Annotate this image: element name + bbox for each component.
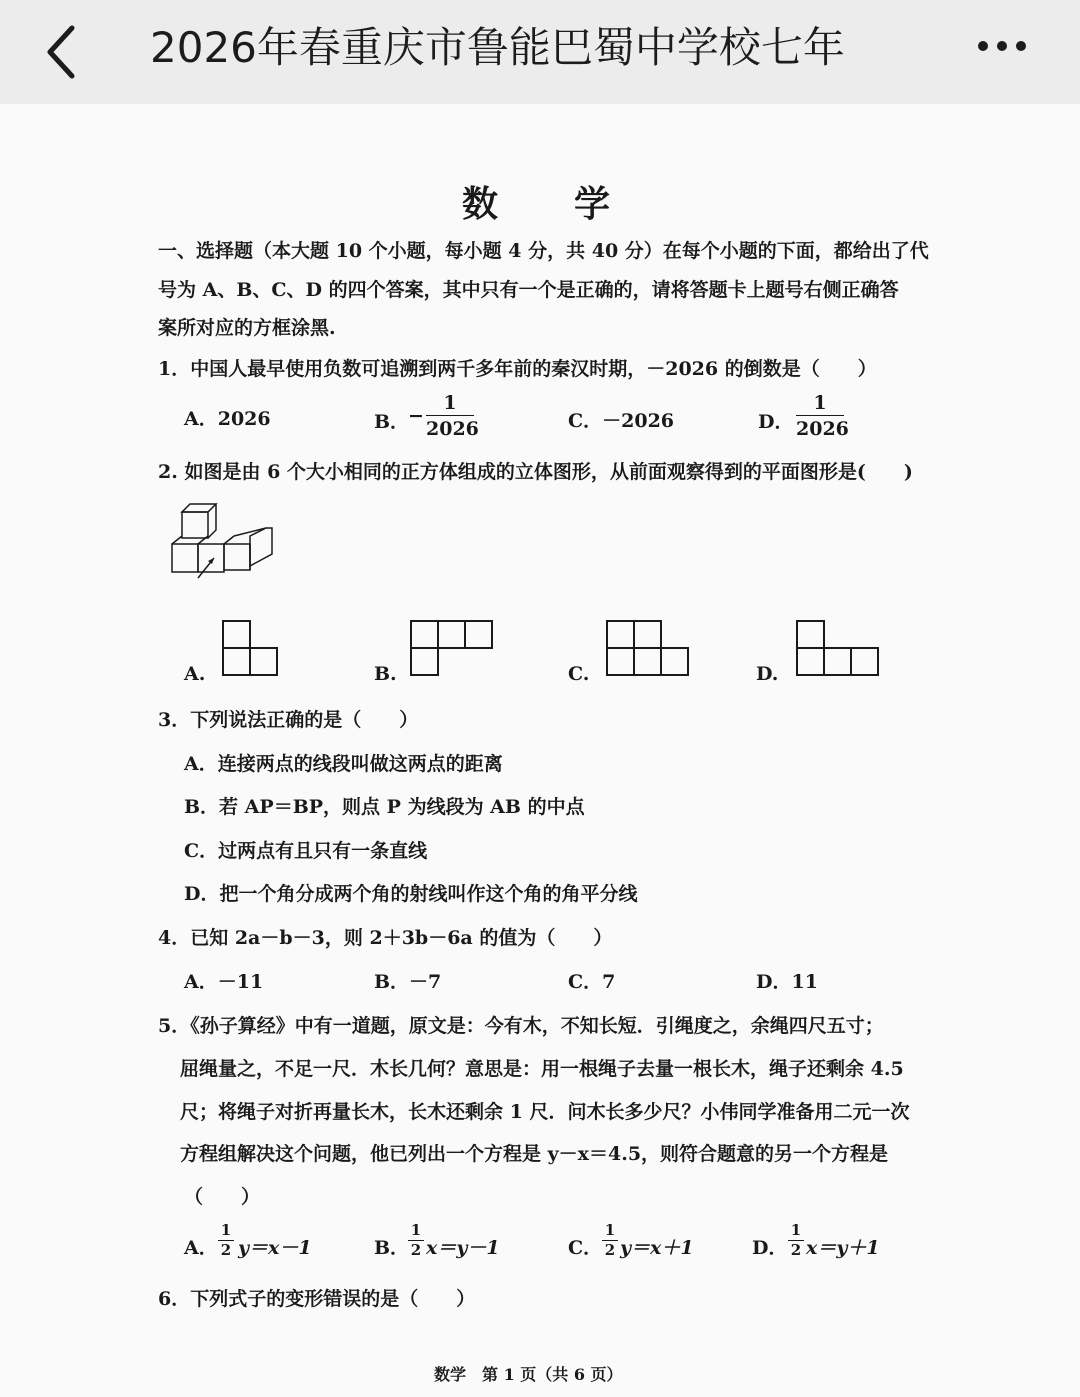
q1-d-numerator: 1: [796, 392, 844, 416]
q4-option-b: B．－7: [374, 971, 442, 993]
q2-option-c-shape: [606, 620, 692, 676]
q1-stem: 1．中国人最早使用负数可追溯到两千多年前的秦汉时期，－2026 的倒数是（ ）: [158, 358, 877, 380]
q4-option-c: C．7: [568, 971, 616, 993]
q1-option-d-label: D．: [758, 411, 794, 433]
q5-option-a-half: [218, 1221, 234, 1260]
q2-option-d-shape: [796, 620, 882, 676]
q5-c-denominator: 2: [604, 1241, 616, 1259]
q1-option-d-fraction: [796, 392, 849, 442]
q5-d-denominator: 2: [790, 1241, 802, 1259]
q2-option-d: D.: [756, 663, 779, 685]
q4-option-d: D．11: [756, 971, 818, 993]
q5-option-b-expr: x＝y－1: [426, 1237, 500, 1259]
q1-option-a: A．2026: [184, 408, 271, 430]
section-instructions-2: 号为 A、B、C、D 的四个答案，其中只有一个是正确的，请将答题卡上题号右侧正确答: [158, 279, 899, 301]
q2-option-b-shape: [410, 620, 496, 676]
top-bar: [0, 0, 1080, 104]
q4-stem: 4．已知 2a－b－3，则 2＋3b－6a 的值为（ ）: [158, 927, 613, 949]
q1-b-denominator: 2026: [426, 418, 479, 440]
q5-option-d-expr: x＝y＋1: [806, 1237, 880, 1259]
q5-line-4: 方程组解决这个问题，他已列出一个方程是 y－x＝4.5，则符合题意的另一个方程是: [180, 1143, 889, 1165]
section-instructions-3: 案所对应的方框涂黑.: [158, 317, 336, 339]
q3-option-c: C．过两点有且只有一条直线: [184, 840, 428, 862]
more-dots-icon: [975, 24, 1031, 68]
q1-option-c: C．－2026: [568, 410, 675, 432]
q5-line-3: 尺；将绳子对折再量长木，长木还剩余 1 尺．问木长多少尺？小伟同学准备用二元一次: [180, 1101, 910, 1123]
more-button[interactable]: [975, 24, 1031, 68]
q5-option-b-label: B．: [374, 1237, 410, 1259]
q5-option-a-expr: y＝x－1: [238, 1237, 312, 1259]
q1-option-b-label: B．: [374, 411, 410, 433]
q5-line-1: 5．《孙子算经》中有一道题，原文是：今有木，不知长短．引绳度之，余绳四尺五寸；: [158, 1015, 884, 1037]
q6-stem: 6．下列式子的变形错误的是（ ）: [158, 1288, 476, 1310]
back-button[interactable]: [40, 22, 90, 82]
q5-c-numerator: 1: [602, 1221, 618, 1241]
q2-option-c: C.: [568, 663, 590, 685]
q2-option-b: B.: [374, 663, 397, 685]
q3-option-d: D．把一个角分成两个角的射线叫作这个角的角平分线: [184, 883, 638, 905]
title-fade: [860, 10, 940, 90]
q5-line-2: 屈绳量之，不足一尺．木长几何？意思是：用一根绳子去量一根长木，绳子还剩余 4.5: [180, 1058, 904, 1080]
q4-option-a: A．－11: [184, 971, 264, 993]
q5-option-d-half: [788, 1221, 804, 1260]
q5-b-numerator: 1: [408, 1221, 424, 1241]
q5-a-numerator: 1: [218, 1221, 234, 1241]
q5-d-numerator: 1: [788, 1221, 804, 1241]
q3-option-b: B．若 AP＝BP，则点 P 为线段为 AB 的中点: [184, 796, 585, 818]
q2-stem: 2. 如图是由 6 个大小相同的正方体组成的立体图形，从前面观察得到的平面图形是( ): [158, 461, 913, 483]
q1-option-b-sign: −: [408, 405, 424, 427]
q2-cube-figure: [168, 494, 280, 586]
q3-stem: 3．下列说法正确的是（ ）: [158, 709, 419, 731]
q5-option-b-half: [408, 1221, 424, 1260]
page-title: 2026年春重庆市鲁能巴蜀中学校七年: [150, 23, 845, 72]
q5-option-c-half: [602, 1221, 618, 1260]
section-instructions-1: 一、选择题（本大题 10 个小题，每小题 4 分，共 40 分）在每个小题的下面，都给出了代: [158, 240, 929, 262]
page-footer: 数学 第 1 页（共 6 页）: [434, 1365, 623, 1384]
q1-d-denominator: 2026: [796, 418, 849, 440]
q2-option-a-shape: [222, 620, 282, 676]
q5-option-c-expr: y＝x＋1: [620, 1237, 694, 1259]
q5-b-denominator: 2: [410, 1241, 422, 1259]
q5-option-d-label: D．: [752, 1237, 788, 1259]
q3-option-a: A．连接两点的线段叫做这两点的距离: [184, 753, 503, 775]
q5-option-c-label: C．: [568, 1237, 603, 1259]
q5-option-a-label: A．: [184, 1237, 218, 1259]
q2-option-a: A.: [184, 663, 206, 685]
q1-option-b-fraction: [426, 392, 479, 442]
chevron-left-icon: [40, 22, 90, 82]
q1-b-numerator: 1: [426, 392, 474, 416]
q5-line-5: （ ）: [184, 1186, 261, 1208]
subject-title: 数学: [462, 183, 687, 225]
q5-a-denominator: 2: [220, 1241, 232, 1259]
